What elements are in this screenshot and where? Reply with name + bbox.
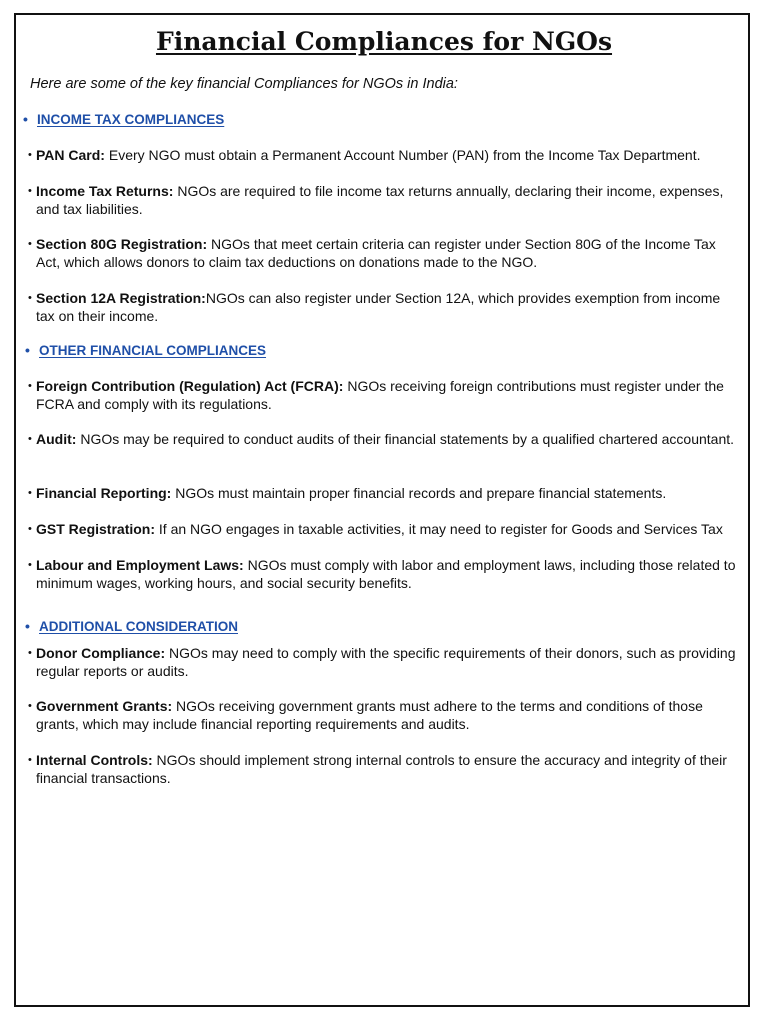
list-item	[28, 236, 740, 271]
item-text: NGOs that meet certain criteria can register under Section 80G of the Income Tax Act, which allows donors to claim tax deductions on donations made to the NGO.	[36, 236, 716, 270]
bullet-icon: •	[28, 523, 32, 535]
item-term: Section 12A Registration:	[36, 290, 206, 306]
item-term: Government Grants:	[36, 698, 173, 714]
list-item	[28, 147, 740, 165]
bullet-icon: •	[28, 754, 32, 766]
item-text: NGOs should implement strong internal controls to ensure the accuracy and integrity of their financial transactions.	[36, 752, 727, 786]
item-text: NGOs may be required to conduct audits of their financial statements by a qualified chartered accountant.	[76, 431, 735, 447]
item-text: NGOs must comply with labor and employment laws, including those related to minimum wages, working hours, and social security benefits.	[36, 557, 736, 591]
item-text: NGOs receiving foreign contributions must register under the FCRA and comply with its regulations.	[36, 378, 724, 412]
list-item	[28, 485, 740, 503]
bullet-icon: •	[28, 700, 32, 712]
list-item	[28, 521, 740, 539]
list-item	[28, 645, 740, 680]
item-term: Labour and Employment Laws:	[36, 557, 244, 573]
section-heading-other-financial: • OTHER FINANCIAL COMPLIANCES	[25, 342, 267, 358]
bullet-icon: •	[28, 292, 32, 304]
list-item	[28, 752, 740, 787]
list-item	[28, 698, 740, 733]
item-text: If an NGO engages in taxable activities, it may need to register for Goods and Services Tax	[155, 521, 723, 537]
bullet-icon: •	[28, 238, 32, 250]
item-term: Internal Controls:	[36, 752, 153, 768]
page-title: Financial Compliances for NGOs	[155, 27, 613, 56]
item-text: NGOs can also register under Section 12A, which provides exemption from income tax on their income.	[36, 290, 721, 324]
bullet-icon: •	[28, 185, 32, 197]
item-text: Every NGO must obtain a Permanent Account Number (PAN) from the Income Tax Department.	[104, 147, 701, 163]
section-heading-income-tax: • INCOME TAX COMPLIANCES	[23, 111, 225, 127]
bullet-icon: •	[28, 647, 32, 659]
item-term: PAN Card:	[36, 147, 105, 163]
item-term: Income Tax Returns:	[36, 183, 174, 199]
list-item	[28, 431, 740, 449]
bullet-icon: •	[25, 342, 30, 358]
bullet-icon: •	[23, 111, 28, 127]
bullet-icon: •	[28, 559, 32, 571]
item-text: NGOs are required to file income tax returns annually, declaring their income, expenses, and tax liabilities.	[36, 183, 724, 217]
item-text: NGOs may need to comply with the specific requirements of their donors, such as providing regular reports or audits.	[36, 645, 736, 679]
item-term: Audit:	[36, 431, 77, 447]
item-text: NGOs must maintain proper financial records and prepare financial statements.	[171, 485, 667, 501]
bullet-icon: •	[28, 149, 32, 161]
list-item	[28, 183, 740, 218]
section-heading-additional: • ADDITIONAL CONSIDERATION	[25, 618, 238, 634]
item-term: Donor Compliance:	[36, 645, 166, 661]
item-text: NGOs receiving government grants must adhere to the terms and conditions of those grants, which may include financial reporting requirements and audits.	[36, 698, 703, 732]
item-term: Foreign Contribution (Regulation) Act (FCRA):	[36, 378, 344, 394]
intro-text: Here are some of the key financial Compliances for NGOs in India:	[30, 76, 458, 92]
list-item	[28, 557, 740, 592]
item-term: GST Registration:	[36, 521, 156, 537]
item-term: Financial Reporting:	[36, 485, 172, 501]
list-item	[28, 290, 740, 325]
bullet-icon: •	[28, 433, 32, 445]
item-term: Section 80G Registration:	[36, 236, 208, 252]
bullet-icon: •	[28, 487, 32, 499]
bullet-icon: •	[25, 618, 30, 634]
list-item	[28, 378, 740, 413]
bullet-icon: •	[28, 380, 32, 392]
